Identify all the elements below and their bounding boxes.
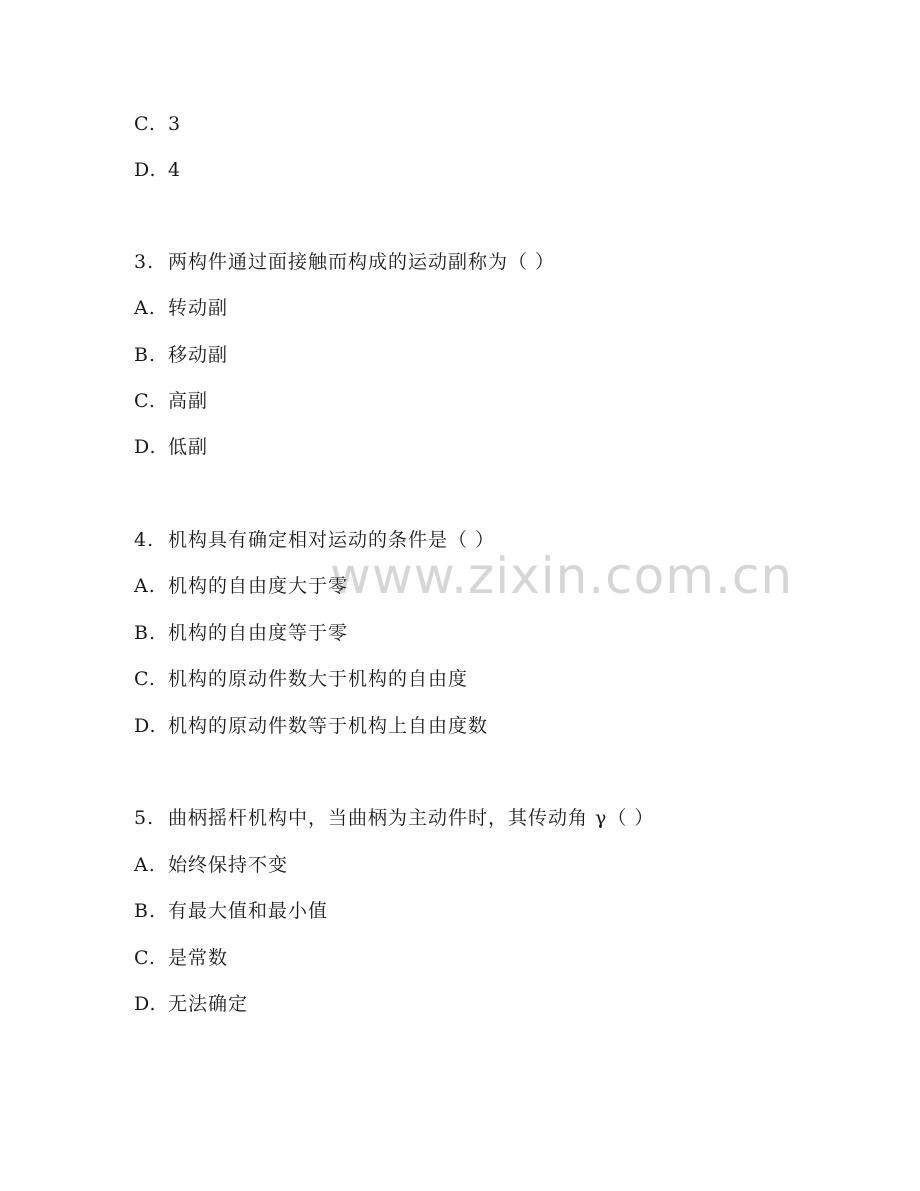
option-label: D.	[134, 715, 157, 737]
option-text: 无法确定	[168, 993, 249, 1015]
question-3-option-d	[134, 435, 208, 459]
option-label: B.	[134, 622, 157, 644]
watermark-text: www.zixin.com.cn	[330, 547, 794, 605]
question-5-stem	[134, 806, 654, 830]
question-4-stem	[134, 528, 495, 552]
question-4-option-c	[134, 667, 468, 691]
question-5-option-a	[134, 853, 288, 877]
question-3-option-b	[134, 343, 228, 367]
question-4-option-d	[134, 714, 488, 738]
option-d-prev	[134, 158, 181, 182]
option-label: A.	[134, 297, 156, 319]
option-label: B.	[134, 900, 157, 922]
option-label: C.	[134, 113, 156, 135]
option-text: 移动副	[168, 344, 229, 366]
option-text: 低副	[168, 436, 209, 458]
question-text: 曲柄摇杆机构中，当曲柄为主动件时，其传动角 γ（ ）	[168, 807, 655, 829]
question-text: 机构具有确定相对运动的条件是（ ）	[168, 529, 496, 551]
option-text: 转动副	[168, 297, 229, 319]
question-4-option-b	[134, 621, 348, 645]
option-text: 高副	[168, 390, 209, 412]
question-3-option-a	[134, 296, 228, 320]
option-label: A.	[134, 854, 156, 876]
question-number: 5.	[134, 807, 155, 829]
option-label: D.	[134, 993, 157, 1015]
option-text: 机构的自由度大于零	[168, 575, 349, 597]
question-5-option-d	[134, 992, 248, 1016]
question-text: 两构件通过面接触而构成的运动副称为（ ）	[168, 251, 556, 273]
question-5-option-c	[134, 946, 228, 970]
option-label: C.	[134, 947, 156, 969]
option-text: 4	[168, 159, 182, 181]
question-4-option-a	[134, 574, 348, 598]
option-text: 始终保持不变	[168, 854, 289, 876]
question-number: 3.	[134, 251, 155, 273]
option-label: D.	[134, 159, 157, 181]
option-text: 机构的原动件数大于机构的自由度	[168, 668, 469, 690]
question-number: 4.	[134, 529, 155, 551]
option-text: 有最大值和最小值	[168, 900, 329, 922]
option-c-prev	[134, 112, 181, 136]
option-label: B.	[134, 344, 157, 366]
option-text: 机构的自由度等于零	[168, 622, 349, 644]
option-text: 是常数	[168, 947, 229, 969]
question-3-option-c	[134, 389, 208, 413]
option-label: A.	[134, 575, 156, 597]
question-5-option-b	[134, 899, 328, 923]
option-text: 机构的原动件数等于机构上自由度数	[168, 715, 489, 737]
option-label: C.	[134, 390, 156, 412]
option-label: C.	[134, 668, 156, 690]
question-3-stem	[134, 250, 555, 274]
option-label: D.	[134, 436, 157, 458]
option-text: 3	[168, 113, 182, 135]
